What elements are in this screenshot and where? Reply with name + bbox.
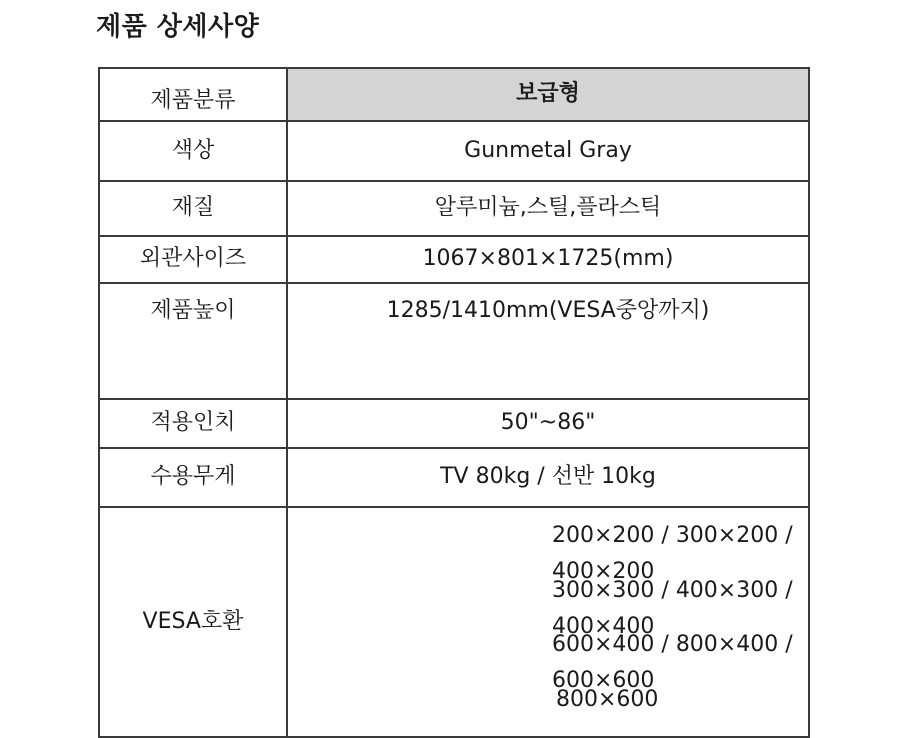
table-row	[99, 68, 809, 121]
table-row	[99, 236, 809, 283]
row-value-vesa	[287, 507, 809, 737]
row-value-color: Gunmetal Gray	[287, 121, 809, 181]
table-row	[99, 399, 809, 448]
row-label-color: 색상	[99, 121, 287, 181]
row-value-load: TV 80kg / 선반 10kg	[287, 448, 809, 507]
spec-table	[98, 67, 810, 738]
table-row	[99, 181, 809, 236]
row-label-material: 재질	[99, 181, 287, 236]
vesa-line: 800×600	[556, 686, 659, 712]
table-row	[99, 283, 809, 399]
row-label-load: 수용무게	[99, 448, 287, 507]
row-label-screen-size: 적용인치	[99, 399, 287, 448]
table-row	[99, 121, 809, 181]
row-label-vesa: VESA호환	[99, 507, 287, 737]
row-label-exterior-size: 외관사이즈	[99, 236, 287, 283]
row-value-material: 알루미늄,스틸,플라스틱	[287, 181, 809, 236]
vesa-line: 600×400 / 800×400 / 600×600	[552, 632, 793, 693]
vesa-line: 200×200 / 300×200 / 400×200	[552, 523, 793, 584]
vesa-line: 300×300 / 400×300 / 400×400	[552, 577, 793, 639]
table-row	[99, 507, 809, 737]
row-value-exterior-size: 1067×801×1725(mm)	[287, 236, 809, 283]
row-value-category: 보급형	[287, 68, 809, 121]
row-value-screen-size: 50"~86"	[287, 399, 809, 448]
row-label-category: 제품분류	[99, 68, 287, 121]
table-row	[99, 448, 809, 507]
row-label-height: 제품높이	[99, 283, 287, 399]
page-title: 제품 상세사양	[96, 12, 260, 42]
row-value-height: 1285/1410mm(VESA중앙까지)	[287, 283, 809, 399]
